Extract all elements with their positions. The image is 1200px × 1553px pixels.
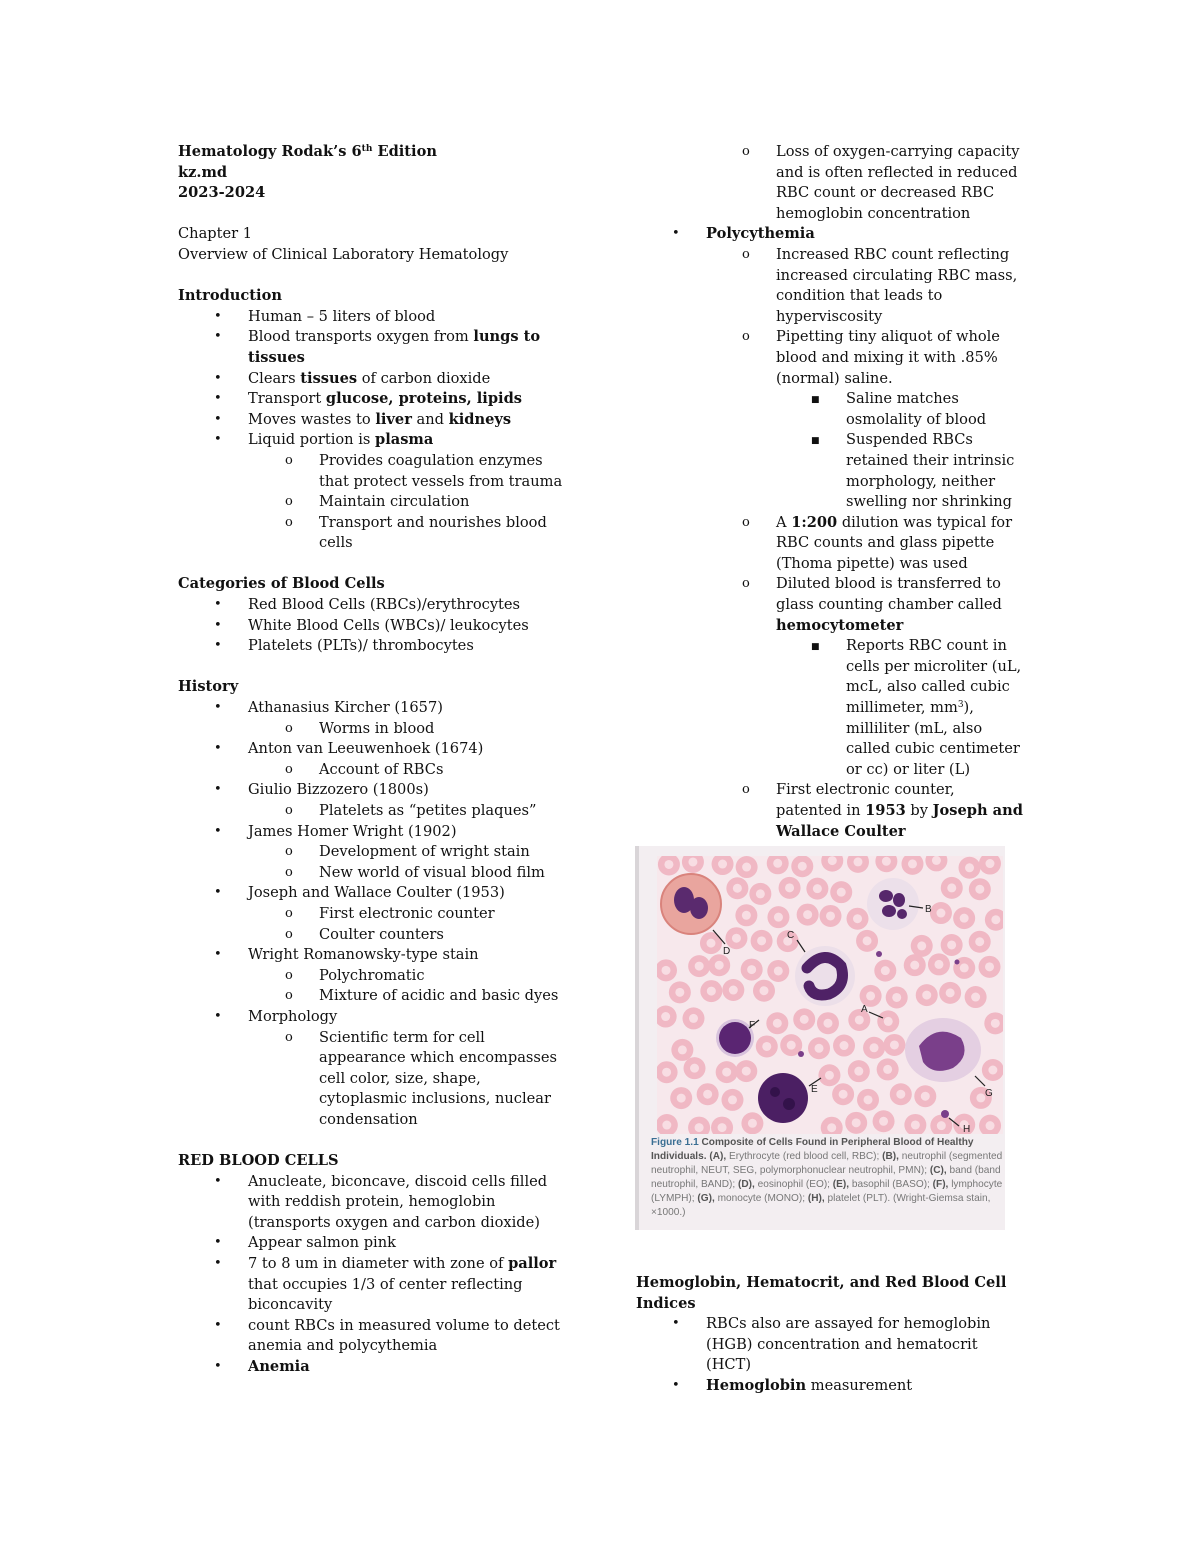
blood-cells-figure [635,846,1005,1230]
eosinophil-cell [661,874,721,934]
list-subitem: o Worms in blood [285,719,435,737]
list-subitem: o New world of visual blood film [285,863,545,881]
history-list [178,698,578,1130]
erythrocyte-pallor [937,1121,946,1130]
platelet [955,960,960,965]
erythrocyte-pallor [774,966,783,975]
erythrocyte-pallor [827,1123,836,1132]
erythrocyte-pallor [892,993,901,1002]
list-item: • Blood transports oxygen from lungs to tissues [214,328,541,366]
section-heading-categories: Categories of Blood Cells [178,575,385,593]
erythrocyte-pallor [707,987,716,996]
list-item: • Polycythemia [672,225,815,243]
erythrocyte-pallor [934,960,943,969]
platelet [876,951,882,957]
erythrocyte-pallor [803,910,812,919]
list-subitem: o First electronic counter [285,904,495,922]
erythrocyte-pallor [965,863,974,872]
list-subitem: o Increased RBC count reflecting increased circulating RBC mass, condition that leads to hyperviscosity [742,245,1018,325]
erythrocyte-pallor [815,1044,824,1053]
erythrocyte-pallor [881,966,890,975]
figure-label-g: G [985,1088,993,1099]
erythrocyte-pallor [823,1019,832,1028]
erythrocyte-pallor [991,915,1000,924]
list-subsubitem: ■ Reports RBC count in cells per microliter (uL, mcL, also called cubic millimeter, $mm^3$), milliliter (mL, also called cubic centimeter or cc) or liter (L) [811,637,1022,778]
erythrocyte-pallor [742,1067,751,1076]
erythrocyte-pallor [985,859,994,868]
erythrocyte-pallor [762,1042,771,1051]
list-subitem: o Platelets as “petites plaques” [285,802,537,819]
erythrocyte-pallor [854,1067,863,1076]
basophil-cell [758,1073,808,1123]
erythrocyte-pallor [826,911,835,920]
figure-caption: Figure 1.1 Composite of Cells Found in Peripheral Blood of Healthy Individuals. (A), Erythrocyte (red blood cell, RBC); (B), neutrophil (segmented neutrophil, NEUT, SEG, polymorphonuclear neutrophil, PMN); (C), band (band neutrophil, BAND); (D), eosinophil (EO); (E), basophil (BASO); (F), lymphocyte (LYMPH); (G), monocyte (MONO); (H), platelet (PLT). (Wright-Giemsa stain, ×1000.) [651,1137,1003,1219]
erythrocyte-pallor [911,1120,920,1129]
section-heading-hemoglobin: Hemoglobin, Hematocrit, and Red Blood Cell Indices [636,1274,1007,1312]
erythrocyte-pallor [825,1071,834,1080]
erythrocyte-pallor [742,911,751,920]
list-subitem: o Provides coagulation enzymes that protect vessels from trauma [285,451,563,490]
section-heading-red-blood-cells: RED BLOOD CELLS [178,1152,339,1170]
erythrocyte-pallor [837,888,846,897]
list-item: • Clears tissues of carbon dioxide [214,369,491,387]
left-column [178,142,578,1378]
figure-label-f: F [749,1020,756,1031]
list-subitem: o A 1:200 dilution was typical for RBC counts and glass pipette (Thoma pipette) was used [742,513,1013,572]
erythrocyte-pallor [661,1012,670,1021]
list-subitem: o Loss of oxygen-carrying capacity and is often reflected in reduced RBC count or decreased RBC hemoglobin concentration [742,143,1020,222]
monocyte-cell [905,1018,981,1082]
erythrocyte-pallor [662,1121,671,1130]
erythrocyte-pallor [896,1090,905,1099]
list-item: • RBCs also are assayed for hemoglobin (HGB) concentration and hematocrit (HCT) [672,1315,991,1374]
erythrocyte-pallor [947,940,956,949]
list-subitem: o Coulter counters [285,925,444,943]
blood-smear-micrograph [657,856,1003,1134]
categories-list [178,595,578,657]
erythrocyte-pallor [706,939,715,948]
band-neutrophil-cell [795,946,855,1006]
list-subsubitem: ■ Suspended RBCs retained their intrinsic morphology, neither swelling nor shrinking [811,431,1015,511]
figure-label-c: C [787,930,795,941]
list-item: • Red Blood Cells (RBCs)/erythrocytes [214,596,521,614]
list-item: • count RBCs in measured volume to detect anemia and polycythemia [214,1316,560,1355]
list-subitem: o First electronic counter, patented in 1953 by Joseph and Wallace Coulter [742,781,1023,840]
erythrocyte-pallor [947,883,956,892]
erythrocyte-pallor [910,961,919,970]
list-subitem: o Development of wright stain [285,843,530,861]
year: 2023-2024 [178,184,266,202]
erythrocyte-pallor [677,1094,686,1103]
erythrocyte-pallor [890,1040,899,1049]
list-item: • Human – 5 liters of blood [214,307,436,325]
erythrocyte-pallor [985,962,994,971]
figure-label-d: D [723,946,731,957]
list-subitem: o Maintain circulation [285,493,470,511]
erythrocyte-pallor [975,937,984,946]
list-subsubitem: ■ Saline matches osmolality of blood [811,390,987,428]
erythrocyte-pallor [728,1095,737,1104]
erythrocyte-pallor [756,889,765,898]
erythrocyte-pallor [988,1066,997,1075]
erythrocyte-pallor [828,856,837,865]
erythrocyte-pallor [733,884,742,893]
erythrocyte-pallor [773,1019,782,1028]
erythrocyte-pallor [839,1090,848,1099]
list-item: • Wright Romanowsky-type stain [214,946,479,964]
erythrocyte-pallor [757,936,766,945]
erythrocyte-pallor [840,1041,849,1050]
section-heading-introduction: Introduction [178,287,282,305]
erythrocyte-pallor [991,1019,1000,1028]
section-heading-history: History [178,678,239,696]
list-subitem: o Diluted blood is transferred to glass counting chamber called hemocytometer [742,575,1002,634]
anemia-sub-list [636,142,1036,842]
erythrocyte-pallor [917,941,926,950]
hemoglobin-list [636,1314,1036,1396]
erythrocyte-pallor [936,909,945,918]
erythrocyte-pallor [722,1068,731,1077]
erythrocyte-pallor [785,883,794,892]
list-subitem: o Transport and nourishes blood cells [285,513,547,552]
erythrocyte-pallor [742,863,751,872]
erythrocyte-pallor [662,1068,671,1077]
chapter-number: Chapter 1 [178,225,253,243]
erythrocyte-pallor [718,1123,727,1132]
erythrocyte-pallor [695,1123,704,1132]
erythrocyte-pallor [688,857,697,866]
erythrocyte-pallor [976,1093,985,1102]
erythrocyte-pallor [748,1119,757,1128]
list-item: • Athanasius Kircher (1657) [214,699,443,717]
list-item: • White Blood Cells (WBCs)/ leukocytes [214,616,529,634]
erythrocyte-pallor [855,1015,864,1024]
list-subitem: o Scientific term for cell appearance which encompasses cell color, size, shape, cytoplasmic inclusions, nuclear condensation [285,1028,557,1128]
erythrocyte-pallor [664,860,673,869]
list-subitem: o Pipetting tiny aliquot of whole blood and mixing it with .85% (normal) saline. [742,328,1000,387]
erythrocyte-pallor [986,1121,995,1130]
list-item: • Joseph and Wallace Coulter (1953) [214,884,505,902]
erythrocyte-pallor [853,857,862,866]
erythrocyte-pallor [747,965,756,974]
list-item: • Liquid portion is plasma [214,431,434,449]
erythrocyte-pallor [662,966,671,975]
erythrocyte-pallor [718,860,727,869]
erythrocyte-pallor [773,859,782,868]
list-item: • James Homer Wright (1902) [214,822,457,840]
erythrocyte-pallor [787,1041,796,1050]
erythrocyte-pallor [675,988,684,997]
list-item: • Transport glucose, proteins, lipids [214,390,523,408]
figure-edge [635,846,639,1230]
introduction-list [178,307,578,554]
list-subitem: o Mixture of acidic and basic dyes [285,987,559,1005]
erythrocyte-pallor [932,856,941,865]
list-item: • Morphology [214,1007,338,1025]
erythrocyte-pallor [852,1118,861,1127]
erythrocyte-pallor [922,991,931,1000]
erythrocyte-pallor [690,1064,699,1073]
erythrocyte-pallor [971,993,980,1002]
figure-label-e: E [811,1084,818,1095]
hemoglobin-section [636,1273,1036,1397]
erythrocyte-pallor [798,862,807,871]
list-subitem: o Account of RBCs [285,760,444,778]
erythrocyte-pallor [960,963,969,972]
list-subitem: o Polychromatic [285,966,425,984]
erythrocyte-pallor [866,991,875,1000]
erythrocyte-pallor [689,1014,698,1023]
erythrocyte-pallor [946,988,955,997]
erythrocyte-pallor [800,1015,809,1024]
list-item: • Platelets (PLTs)/ thrombocytes [214,637,474,655]
erythrocyte-pallor [882,857,891,866]
neutrophil-cell [867,878,919,930]
rbc-list [178,1172,578,1378]
list-item: • Anucleate, biconcave, discoid cells filled with reddish protein, hemoglobin (transports oxygen and carbon dioxide) [214,1172,548,1231]
list-item: • 7 to 8 um in diameter with zone of pallor that occupies 1/3 of center reflecting biconcavity [214,1255,557,1314]
erythrocyte-pallor [732,934,741,943]
erythrocyte-pallor [715,961,724,970]
platelet [941,1110,949,1118]
erythrocyte-pallor [853,914,862,923]
platelet [798,1051,804,1057]
erythrocyte-pallor [695,962,704,971]
erythrocyte-pallor [774,913,783,922]
erythrocyte-pallor [864,1095,873,1104]
erythrocyte-pallor [908,859,917,868]
erythrocyte-pallor [879,1117,888,1126]
list-item: • Anemia [214,1358,310,1376]
erythrocyte-pallor [863,936,872,945]
erythrocyte-pallor [759,986,768,995]
figure-label-a: A [861,1004,868,1015]
figure-label-h: H [963,1124,971,1134]
list-item: • Moves wastes to liver and kidneys [214,410,512,428]
list-item: • Appear salmon pink [214,1234,396,1252]
erythrocyte-pallor [883,1065,892,1074]
erythrocyte-pallor [975,885,984,894]
list-item: • Hemoglobin measurement [672,1376,913,1394]
erythrocyte-pallor [703,1090,712,1099]
erythrocyte-pallor [870,1043,879,1052]
erythrocyte-pallor [729,986,738,995]
list-item: • Giulio Bizzozero (1800s) [214,781,429,799]
erythrocyte-pallor [960,914,969,923]
document-title: Hematology Rodak’s 6th Edition [178,143,437,160]
chapter-title: Overview of Clinical Laboratory Hematology [178,245,509,263]
erythrocyte-pallor [884,1017,893,1026]
erythrocyte-pallor [678,1045,687,1054]
author: kz.md [178,163,228,181]
erythrocyte-pallor [921,1092,930,1101]
erythrocyte-pallor [813,884,822,893]
right-column [636,142,1036,842]
figure-label-b: B [925,904,932,915]
list-item: • Anton van Leeuwenhoek (1674) [214,740,484,758]
